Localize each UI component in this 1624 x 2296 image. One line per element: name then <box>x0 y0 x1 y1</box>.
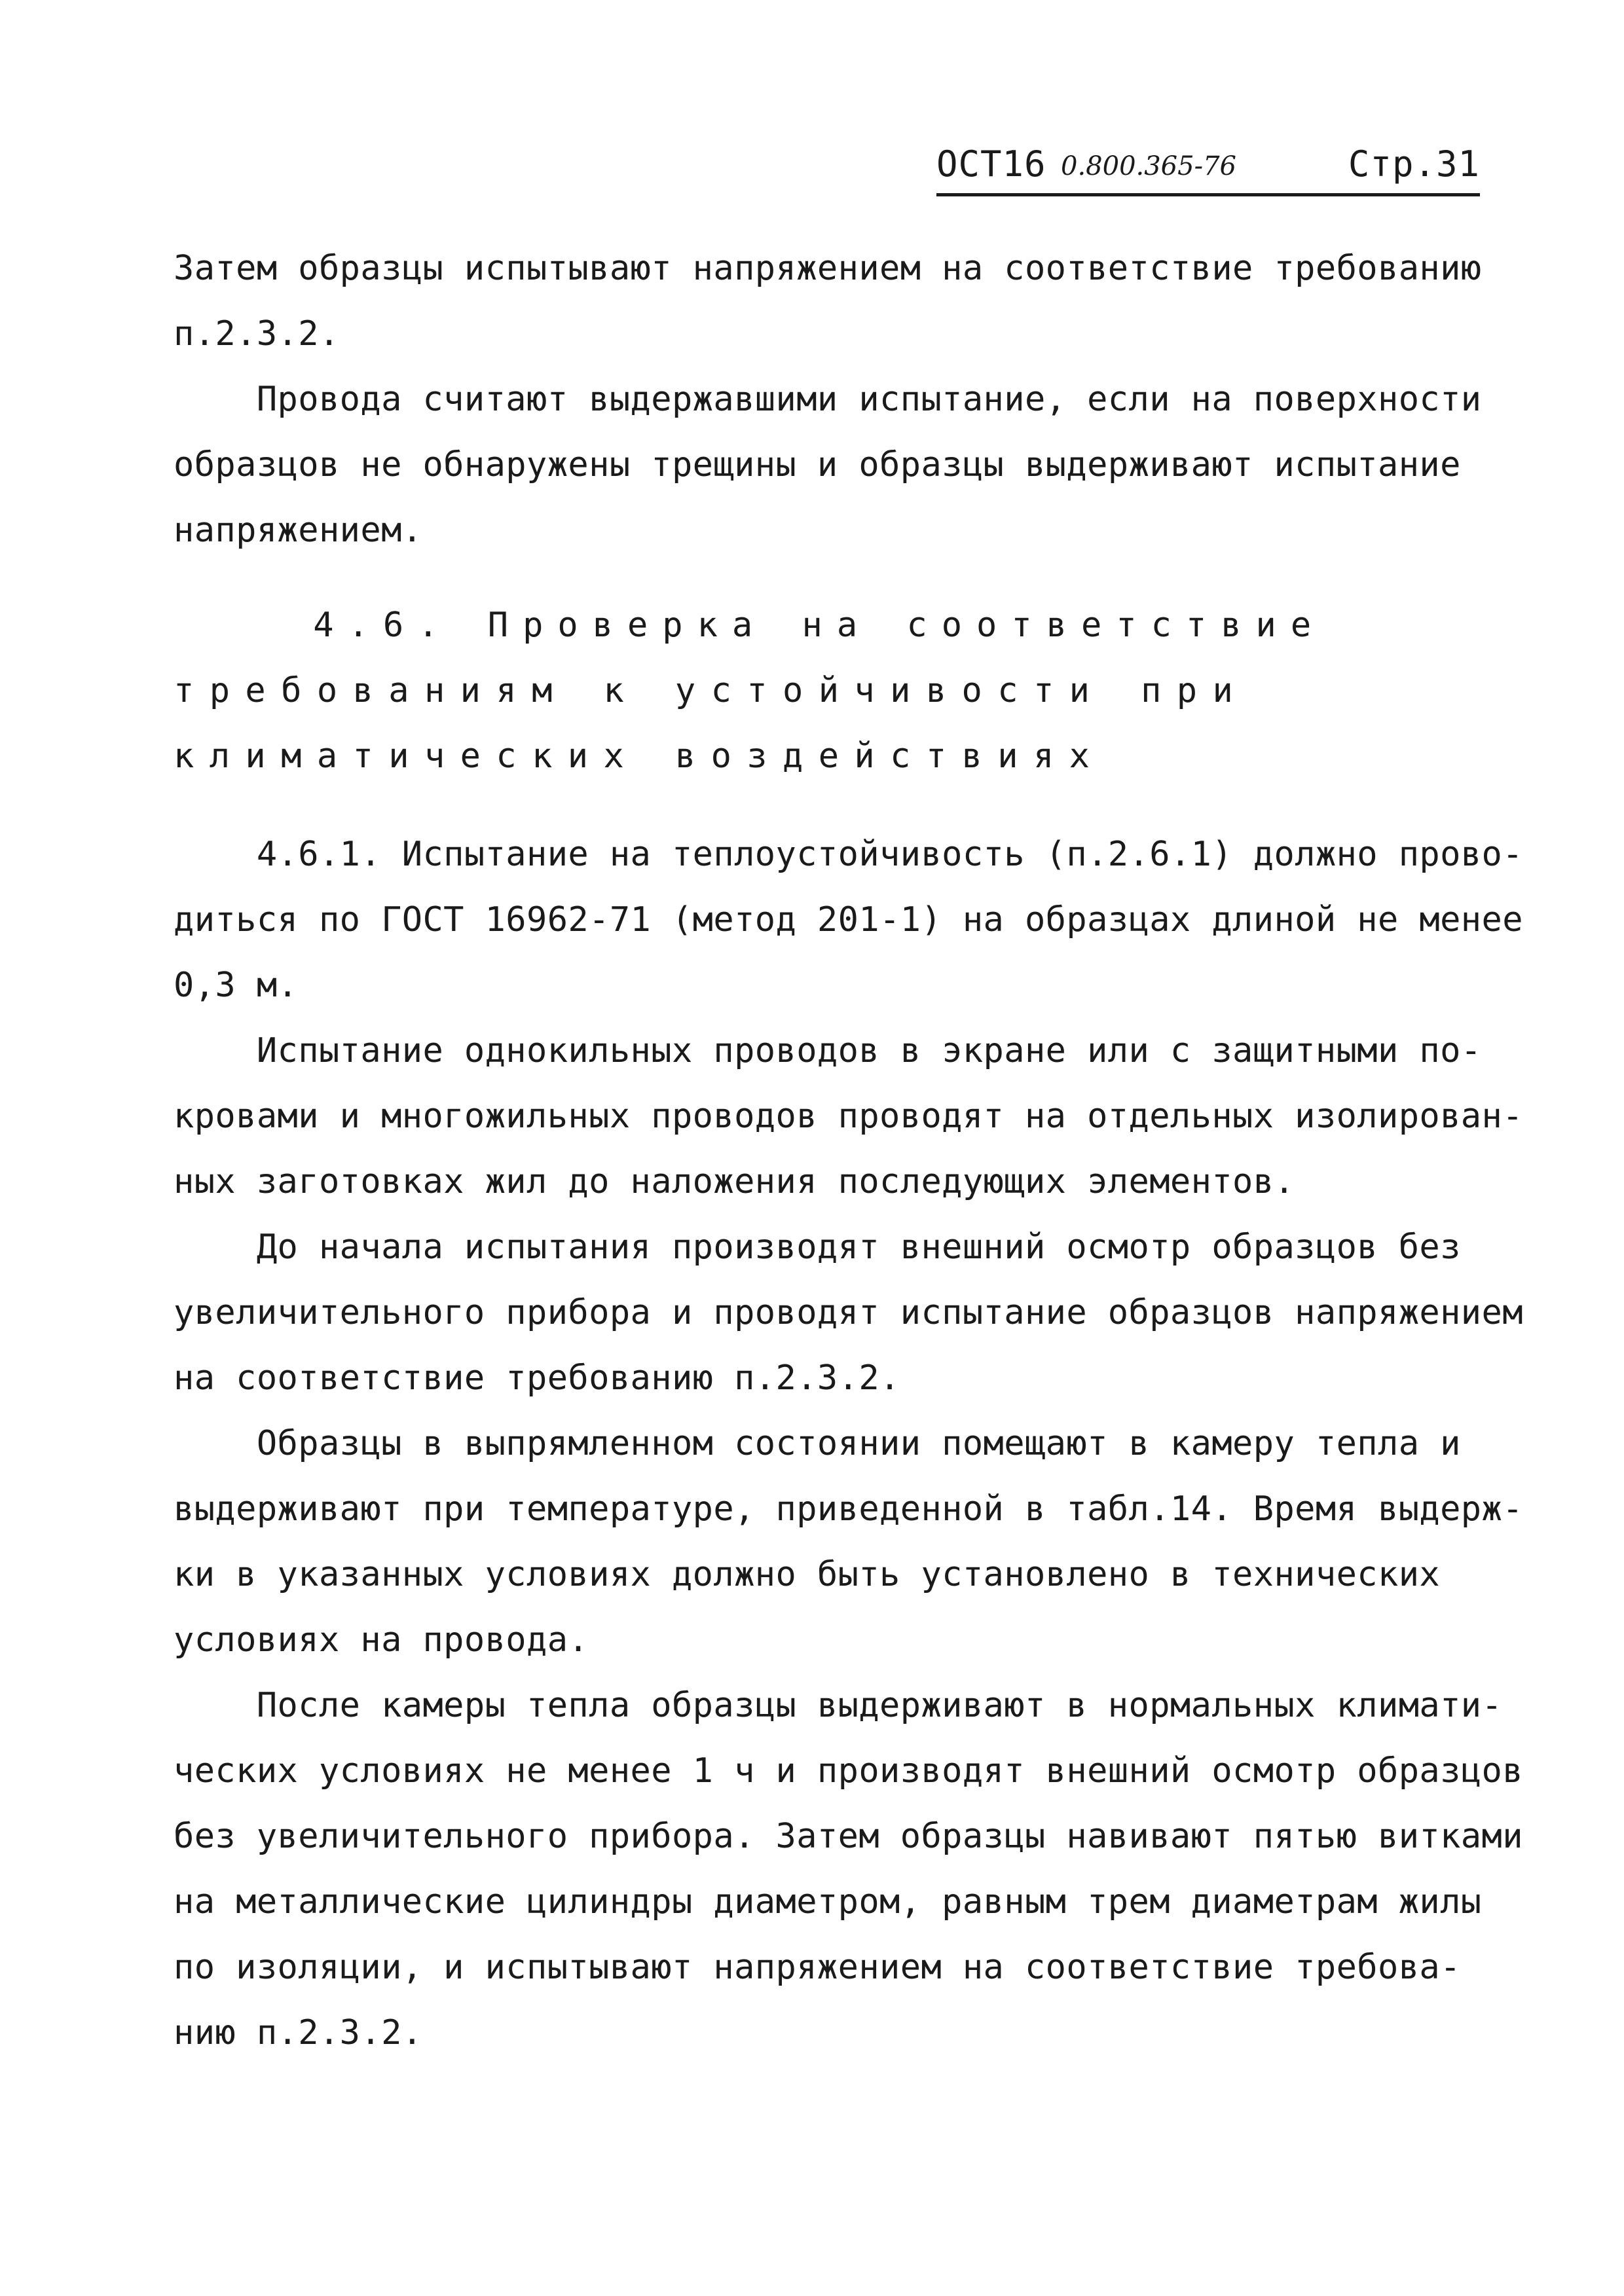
text-line: Провода считают выдержавшими испытание, если на поверхности <box>174 380 1482 419</box>
text-line: 0,3 м. <box>174 966 299 1005</box>
text-line: по изоляции, и испытывают напряжением на соответствие требова- <box>174 1948 1461 1987</box>
text-line: ки в указанных условиях должно быть установлено в технических <box>174 1555 1441 1594</box>
text-line: нию п.2.3.2. <box>174 2013 423 2052</box>
text-line: 4.6.1. Испытание на теплоустойчивость (п.2.6.1) должно прово- <box>174 835 1523 874</box>
text-line: До начала испытания производят внешний осмотр образцов без <box>174 1228 1461 1267</box>
text-line: кровами и многожильных проводов проводят на отдельных изолирован- <box>174 1097 1523 1136</box>
text-line: ных заготовках жил до наложения последующих элементов. <box>174 1162 1295 1201</box>
text-line: выдерживают при температуре, приведенной в табл.14. Время выдерж- <box>174 1489 1523 1529</box>
text-line: на соответствие требованию п.2.3.2. <box>174 1358 900 1398</box>
section-heading-line: требованиям к устойчивости при <box>174 671 1249 710</box>
text-line: диться по ГОСТ 16962-71 (метод 201-1) на образцах длиной не менее <box>174 900 1523 939</box>
text-line: образцов не обнаружены трещины и образцы выдерживают испытание <box>174 445 1461 484</box>
text-line: Испытание однокильных проводов в экране или с защитными по- <box>174 1031 1482 1070</box>
standard-number-handwritten: 0.800.365-76 <box>1061 151 1236 181</box>
page-header <box>936 134 1480 196</box>
text-line: Затем образцы испытывают напряжением на соответствие требованию <box>174 249 1482 288</box>
text-line: напряжением. <box>174 511 423 550</box>
page-number: Стр.31 <box>1348 143 1480 185</box>
text-line: ческих условиях не менее 1 ч и производят внешний осмотр образцов <box>174 1751 1523 1791</box>
standard-designation: ОСТ16 <box>936 143 1046 185</box>
text-line: на металлические цилиндры диаметром, равным трем диаметрам жилы <box>174 1882 1482 1922</box>
text-line: условиях на провода. <box>174 1620 589 1660</box>
text-line: После камеры тепла образцы выдерживают в нормальных климати- <box>174 1686 1503 1725</box>
section-heading-line: климатических воздействиях <box>174 737 1105 776</box>
text-line: без увеличительного прибора. Затем образцы навивают пятью витками <box>174 1817 1523 1856</box>
text-line: Образцы в выпрямленном состоянии помещают в камеру тепла и <box>174 1424 1461 1463</box>
section-heading-line: 4.6. Проверка на соответствие <box>174 606 1326 645</box>
text-line: п.2.3.2. <box>174 314 340 354</box>
text-line: увеличительного прибора и проводят испытание образцов напряжением <box>174 1293 1523 1332</box>
